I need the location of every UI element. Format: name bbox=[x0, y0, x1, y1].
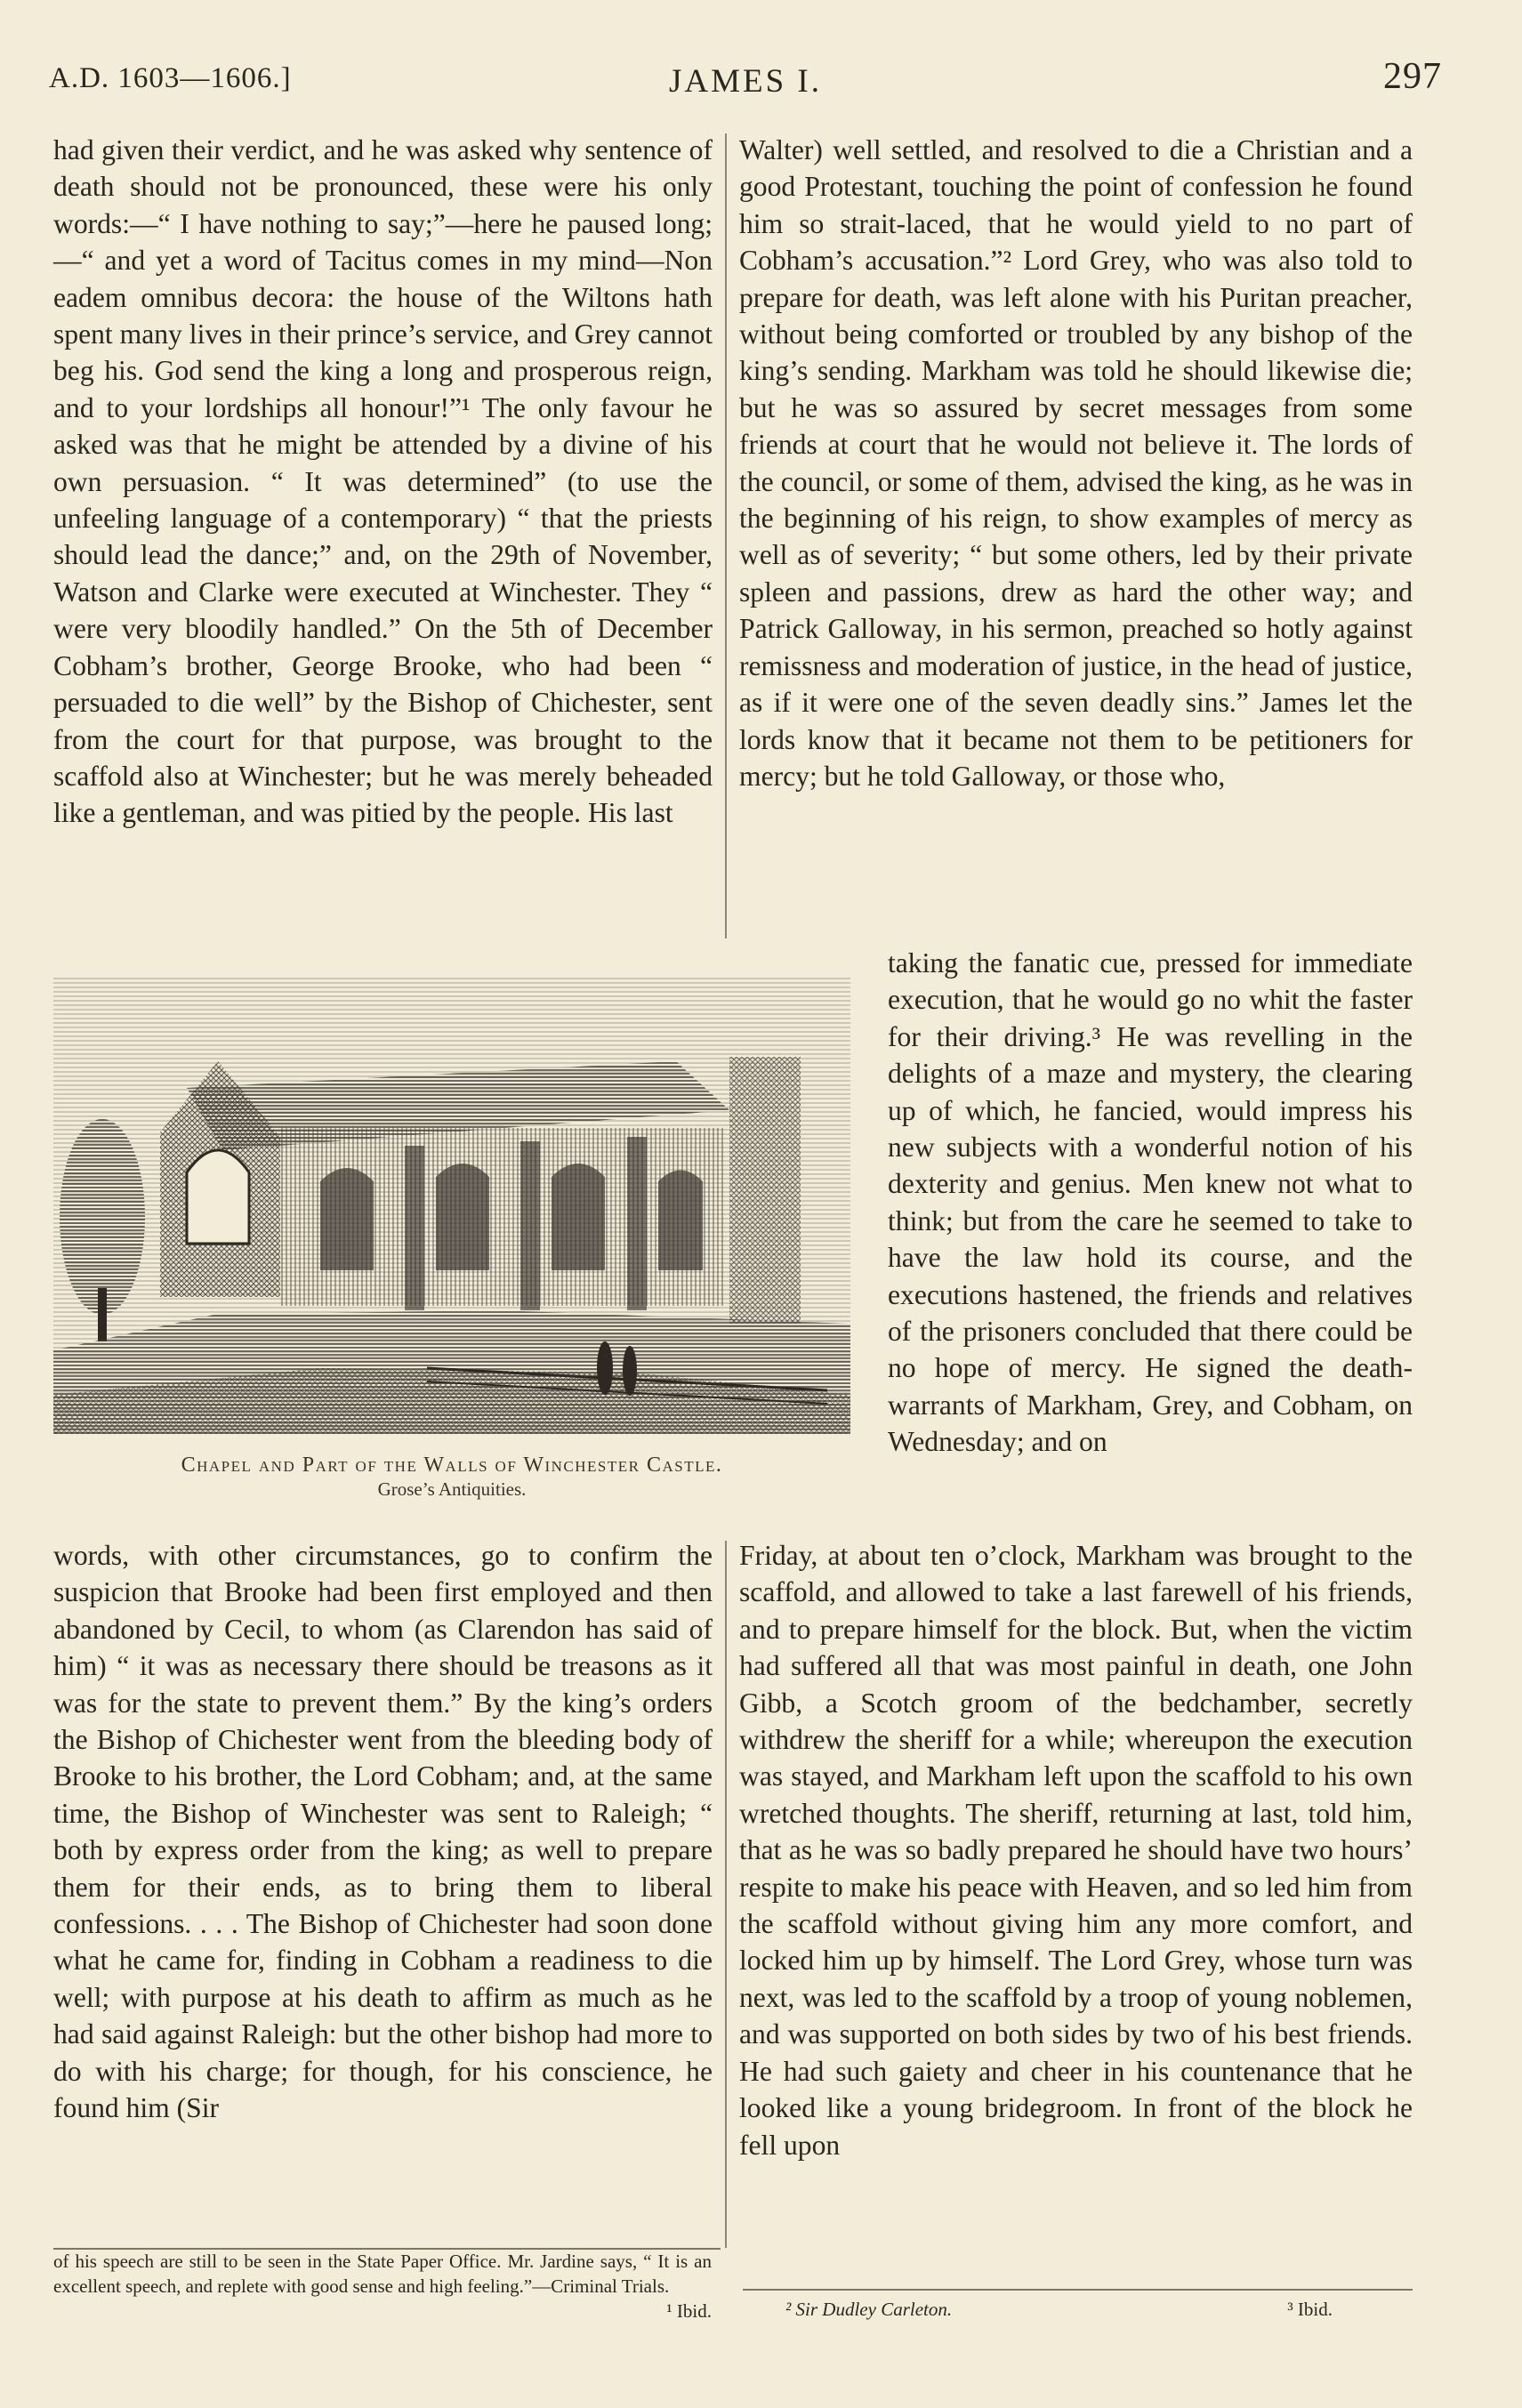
header-dates: A.D. 1603—1606.] bbox=[49, 62, 292, 94]
caption-text: Chapel and Part of the Walls of Winchester Castle. bbox=[181, 1454, 723, 1477]
figure-source bbox=[53, 1478, 850, 1501]
paragraph: taking the fanatic cue, pressed for immediate execution, that he would go no whit the faster for their driving.³ He was revelling in the delights of a maze and mystery, the clearing up of which, he fancied, would impress his new subjects with a wonderful notion of his dexterity and genius. Men knew not what to think; but from the care he seemed to take to have the law hold its course, and the executions hastened, the friends and relatives of the prisoners concluded that there could be no hope of mercy. He signed the death-warrants of Markham, Grey, and Cobham, on Wednesday; and on bbox=[888, 947, 1413, 1458]
left-column-top bbox=[53, 132, 713, 832]
footnote-left bbox=[53, 2249, 712, 2323]
footnote-text: ² Sir Dudley Carleton. bbox=[785, 2299, 953, 2320]
footnote-text: of his speech are still to be seen in the State Paper Office. Mr. Jardine says, “ It is an excellent speech, and replete with good sense and high feeling.”—Criminal Trials. bbox=[53, 2251, 712, 2297]
footnote-rule bbox=[743, 2289, 1413, 2291]
paragraph: had given their verdict, and he was asked why sentence of death should not be pronounced, these were his only words:—“ I have nothing to say;”—here he paused long;—“ and yet a word of Tacitus comes in my mind—Non eadem omnibus decora: the house of the Wiltons hath spent many lives in their prince’s service, and Grey cannot beg his. God send the king a long and prosperous reign, and to your lordships all honour!”¹ The only favour he asked was that he might be attended by a divine of his own persuasion. “ It was determined” (to use the unfeeling language of a contemporary) “ that the priests should lead the dance;” and, on the 29th of November, Watson and Clarke were executed at Winchester. They “ were very bloodily handled.” On the 5th of December Cobham’s brother, George Brooke, who had been “ persuaded to die well” by the Bishop of Chichester, sent from the court for that purpose, was brought to the scaffold also at Winchester; but he was merely beheaded like a gentleman, and was pitied by the people. His last bbox=[53, 134, 713, 829]
right-column-middle bbox=[888, 945, 1413, 1461]
right-column-bottom bbox=[739, 1537, 1413, 2163]
paragraph: Walter) well settled, and resolved to die a Christian and a good Protestant, touching the point of confession he found him so strait-laced, that he would yield to no part of Cobham’s accusation.”² Lord Grey, who was also told to prepare for death, was left alone with his Puritan preacher, without being comforted or troubled by any bishop of the king’s sending. Markham was told he should likewise die; but he was so assured by secret messages from some friends at court that he would not believe it. The lords of the council, or some of them, advised the king, as he was in the beginning of his reign, to show examples of mercy as well as of severity; “ but some others, led by their private spleen and passions, drew as hard the other way; and Patrick Galloway, in his sermon, preached so hotly against remissness and moderation of justice, in the head of justice, as if it were one of the seven deadly sins.” James let the lords know that it became not them to be petitioners for mercy; but he told Galloway, or those who, bbox=[739, 134, 1413, 792]
figure-caption bbox=[53, 1454, 850, 1478]
running-header bbox=[49, 56, 1442, 116]
engraving-chapel-illustration bbox=[53, 977, 850, 1434]
column-divider bbox=[725, 1541, 727, 2248]
footnote-right bbox=[785, 2297, 1413, 2322]
source-text: Grose’s Antiquities. bbox=[377, 1478, 527, 1500]
paragraph: Friday, at about ten o’clock, Markham was brought to the scaffold, and allowed to take a last farewell of his friends, and to prepare himself for the block. But, when the victim had suffered all that was most painful in death, one John Gibb, a Scotch groom of the bedchamber, secretly withdrew the sheriff for a while; whereupon the execution was stayed, and Markham left upon the scaffold to his own wretched thoughts. The sheriff, returning at last, told him, that as he was so badly prepared he should have two hours’ respite to make his peace with Heaven, and so led him from the scaffold without giving him any more comfort, and locked him up by himself. The Lord Grey, whose turn was next, was led to the scaffold by a troop of young noblemen, and was supported on both sides by two of his best friends. He had such gaiety and cheer in his countenance that he looked like a young bridegroom. In front of the block he fell upon bbox=[739, 1540, 1413, 2161]
footnote-ref: ¹ Ibid. bbox=[666, 2300, 712, 2322]
illustration-svg bbox=[53, 977, 850, 1434]
footnote-ref: ³ Ibid. bbox=[1287, 2299, 1333, 2320]
right-column-top bbox=[739, 132, 1413, 794]
left-column-bottom bbox=[53, 1537, 713, 2127]
paragraph: words, with other circumstances, go to confirm the suspicion that Brooke had been first employed and then abandoned by Cecil, to whom (as Clarendon has said of him) “ it was as necessary there should be treasons as it was for the state to prevent them.” By the king’s orders the Bishop of Chichester went from the bleeding body of Brooke to his brother, the Lord Cobham; and, at the same time, the Bishop of Winchester was sent to Raleigh; “ both by express order from the king; as well to prepare them for their ends, as to bring them to liberal confessions. . . . The Bishop of Chichester had soon done what he came for, finding in Cobham a readiness to die well; with purpose at his death to affirm as much as he had said against Raleigh: but the other bishop had more to do with his charge; for though, for his conscience, he found him (Sir bbox=[53, 1540, 713, 2124]
page-number: 297 bbox=[1383, 56, 1442, 97]
column-divider bbox=[725, 133, 727, 938]
header-title: JAMES I. bbox=[668, 63, 823, 100]
